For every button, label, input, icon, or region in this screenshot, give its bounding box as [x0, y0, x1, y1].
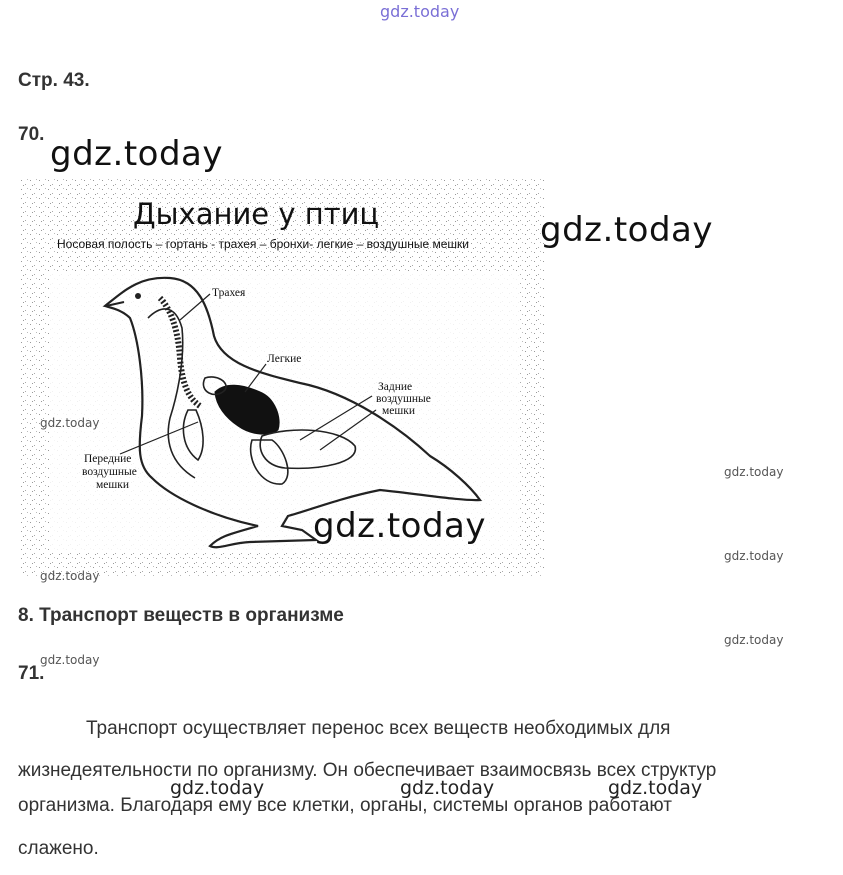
watermark-mid-3: gdz.today — [608, 777, 703, 799]
watermark-small-2: gdz.today — [724, 465, 784, 479]
label-trachea: Трахея — [212, 287, 246, 299]
watermark-large-2: gdz.today — [540, 210, 713, 250]
label-front-sacs-line2: воздушные — [82, 466, 137, 478]
page-label: Стр. 43. — [18, 70, 90, 91]
label-rear-sacs-line1: Задние — [378, 381, 413, 393]
label-rear-sacs-line3: мешки — [382, 405, 415, 417]
task-number-70: 70. — [18, 124, 45, 145]
paragraph-line-3: организма. Благодаря ему все клетки, органы, системы органов работают — [18, 795, 672, 816]
watermark-large-1: gdz.today — [50, 134, 223, 174]
label-front-sacs-line1: Передние — [84, 453, 132, 465]
watermark-mid-2: gdz.today — [400, 777, 495, 799]
watermark-small-5: gdz.today — [724, 633, 784, 647]
section-heading: 8. Транспорт веществ в организме — [18, 605, 344, 626]
task-number-71: 71. — [18, 663, 45, 684]
watermark-large-3: gdz.today — [313, 506, 486, 546]
paragraph-line-2: жизнедеятельности по организму. Он обеспечивает взаимосвязь всех структур — [18, 760, 717, 781]
watermark-top: gdz.today — [380, 2, 460, 21]
figure-title: Дыхание у птиц — [133, 197, 380, 231]
watermark-mid-1: gdz.today — [170, 777, 265, 799]
watermark-small-6: gdz.today — [40, 653, 100, 667]
paragraph-line-1: Транспорт осуществляет перенос всех веществ необходимых для — [86, 718, 671, 739]
watermark-small-4: gdz.today — [40, 569, 100, 583]
figure-subtitle: Носовая полость – гортань - трахея – бронхи- легкие – воздушные мешки — [57, 237, 470, 251]
watermark-small-3: gdz.today — [724, 549, 784, 563]
bird-eye — [135, 293, 141, 299]
watermark-small-1: gdz.today — [40, 416, 100, 430]
paragraph-line-4: слажено. — [18, 838, 99, 859]
label-front-sacs-line3: мешки — [96, 479, 129, 491]
label-rear-sacs-line2: воздушные — [376, 393, 431, 405]
label-lungs: Легкие — [267, 353, 302, 365]
